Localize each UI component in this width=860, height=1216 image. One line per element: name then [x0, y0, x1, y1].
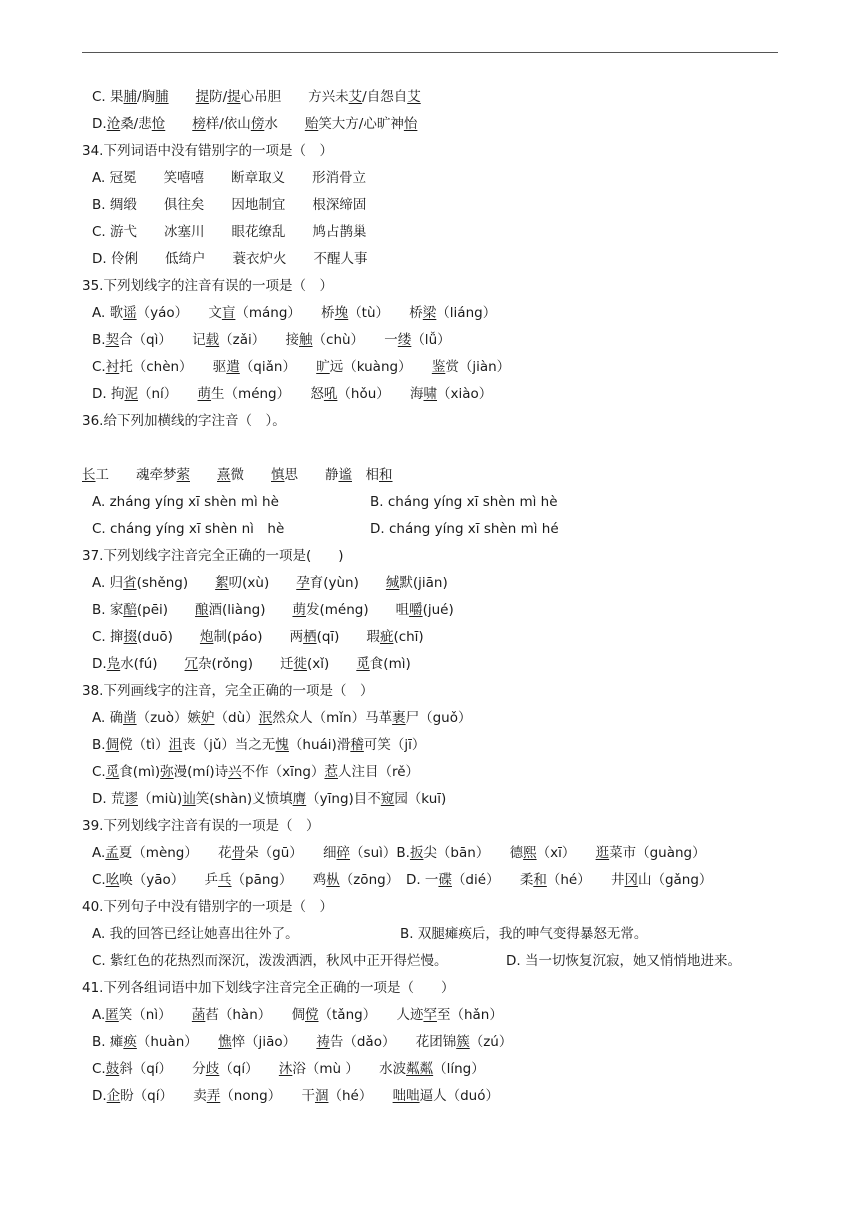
underlined-char: 弄 — [206, 1088, 221, 1104]
option-line — [82, 732, 782, 759]
underlined-char: 怡 — [403, 116, 418, 132]
text-segment: C. — [92, 872, 106, 888]
text-segment: （xiào） — [437, 386, 493, 402]
text-segment: A. 我的回答已经让她喜出往外了。 — [92, 926, 299, 942]
text-segment: 工 魂牵梦 — [95, 467, 177, 483]
option-line — [82, 516, 782, 543]
text-segment: 尸（guǒ） — [405, 710, 472, 726]
text-segment: 相 — [352, 467, 379, 483]
text-segment: （liáng） — [436, 305, 497, 321]
underlined-char: 谧 — [338, 467, 352, 483]
text-segment: 夏（mèng） 花 — [118, 845, 232, 861]
question-line — [82, 273, 782, 300]
option-line — [82, 1029, 782, 1056]
underlined-char: 载 — [205, 332, 220, 348]
underlined-char: 熙 — [523, 845, 537, 861]
text-segment: 叨(xù) — [228, 575, 297, 591]
option-line — [82, 921, 782, 948]
underlined-char: 扳 — [409, 845, 424, 861]
underlined-char: 沮 — [168, 737, 183, 753]
underlined-char: 谬 — [124, 791, 138, 807]
underlined-char: 絮 — [215, 575, 229, 591]
underlined-char: 缄 — [385, 575, 400, 591]
text-segment: /自怨自 — [362, 89, 408, 105]
text-segment: （líng） — [433, 1061, 485, 1077]
option-line — [82, 1083, 782, 1110]
option-line — [82, 327, 782, 354]
text-segment: （dù） — [214, 710, 259, 726]
text-segment: /胸 — [137, 89, 156, 105]
underlined-char: 盲 — [221, 305, 236, 321]
text-segment: （xī） — [536, 845, 596, 861]
option-line — [82, 570, 782, 597]
question-line — [82, 975, 782, 1002]
text-segment: 37.下列划线字注音完全正确的一项是( ) — [82, 548, 344, 564]
option-line — [82, 840, 782, 867]
text-segment: 合（qì） 记 — [119, 332, 206, 348]
text-segment: 生（méng） 怒 — [211, 386, 324, 402]
underlined-char: 愧 — [275, 737, 289, 753]
text-segment: 不作（xīng） — [241, 764, 325, 780]
text-segment: 园（kuī) — [394, 791, 447, 807]
underlined-char: 缕 — [397, 332, 412, 348]
text-segment: 山（gǎng） — [637, 872, 713, 888]
text-segment: 样/依山 — [205, 116, 251, 132]
underlined-char: 凿 — [123, 710, 137, 726]
option-line — [82, 597, 782, 624]
question-line — [82, 408, 782, 435]
underlined-char: 徙 — [293, 656, 308, 672]
option-line — [82, 651, 782, 678]
text-segment: (chī) — [393, 629, 424, 645]
underlined-char: 契 — [105, 332, 120, 348]
underlined-char: 祷 — [316, 1034, 330, 1050]
text-segment: 水(fú) — [120, 656, 185, 672]
option-line — [82, 867, 782, 894]
underlined-char: 堍 — [334, 305, 349, 321]
underlined-char: 酿 — [195, 602, 209, 618]
underlined-char: 熹 — [217, 467, 231, 483]
text-segment: D. 当一切恢复沉寂，她又悄悄地进来。 — [506, 953, 741, 969]
underlined-char: 骨 — [231, 845, 246, 861]
underlined-char: 掇 — [123, 629, 138, 645]
text-segment: (jué) — [422, 602, 454, 618]
text-segment: 远（kuàng） — [329, 359, 432, 375]
text-segment: （nong） 干 — [220, 1088, 315, 1104]
underlined-char: 乓 — [218, 872, 232, 888]
text-segment: 笑（nì） — [118, 1007, 192, 1023]
option-line — [82, 948, 782, 975]
option-line — [82, 1056, 782, 1083]
text-segment: C. — [92, 764, 106, 780]
text-segment: （ní） — [137, 386, 198, 402]
text-segment: A. 歌 — [92, 305, 124, 321]
text-segment: D. 荒 — [92, 791, 125, 807]
underlined-char: 碟 — [438, 872, 452, 888]
underlined-char: 提 — [195, 89, 210, 105]
text-segment: A. 确 — [92, 710, 124, 726]
text-segment: B. — [92, 332, 106, 348]
option-line — [82, 759, 782, 786]
text-segment: 漫(mí)诗 — [173, 764, 229, 780]
text-segment: 托（chèn） 驱 — [119, 359, 227, 375]
text-segment: A. — [92, 1007, 106, 1023]
text-segment: 35.下列划线字的注音有误的一项是（ ） — [82, 278, 333, 294]
text-segment: (duō) — [137, 629, 200, 645]
text-segment: C. 游弋 冰塞川 眼花缭乱 鸠占鹊巢 — [92, 224, 367, 240]
underlined-char: 裹 — [392, 710, 406, 726]
underlined-char: 觅 — [105, 764, 120, 780]
text-segment: 杂(rǒng) 迁 — [198, 656, 294, 672]
underlined-char: 怆 — [151, 116, 166, 132]
text-segment: 默(jiān) — [399, 575, 448, 591]
underlined-char: 咄咄 — [392, 1088, 420, 1104]
text-segment: 40.下列句子中没有错别字的一项是（ ） — [82, 899, 333, 915]
underlined-char: 弥 — [160, 764, 174, 780]
text-segment: B. 瘫 — [92, 1034, 124, 1050]
text-segment: 可笑（jī） — [363, 737, 426, 753]
text-segment: （yáo） 文 — [136, 305, 222, 321]
text-segment: C. 紫红色的花热烈而深沉，泼泼洒洒，秋风中正开得烂慢。 — [92, 953, 448, 969]
text-segment: C. cháng yíng xī shèn nì hè — [92, 521, 285, 537]
underlined-char: 脯 — [123, 89, 138, 105]
text-segment: B. — [92, 737, 106, 753]
underlined-char: 和 — [533, 872, 547, 888]
underlined-char: 泯 — [258, 710, 273, 726]
text-segment: 傥（tì） — [119, 737, 169, 753]
text-segment: （zōng） — [339, 872, 406, 888]
text-segment: （hé） — [328, 1088, 393, 1104]
text-segment: 36.给下列加横线的字注音（ ）。 — [82, 413, 286, 429]
underlined-char: 涸 — [314, 1088, 329, 1104]
text-segment: 桑/悲 — [120, 116, 152, 132]
underlined-char: 栖 — [303, 629, 317, 645]
underlined-char: 逛 — [595, 845, 610, 861]
underlined-char: 歧 — [205, 1061, 220, 1077]
question-line — [82, 678, 782, 705]
text-segment: 告（dǎo） 花团锦 — [329, 1034, 457, 1050]
underlined-char: 萦 — [176, 467, 190, 483]
text-segment: 酒(liàng) — [208, 602, 293, 618]
underlined-char: 长 — [82, 467, 96, 483]
text-segment: 悴（jiāo） — [231, 1034, 317, 1050]
underlined-char: 啸 — [423, 386, 438, 402]
underlined-char: 粼粼 — [406, 1061, 434, 1077]
option-line — [82, 165, 782, 192]
text-segment: 萏（hàn） 倜 — [205, 1007, 305, 1023]
underlined-char: 衬 — [105, 359, 120, 375]
underlined-char: 旷 — [316, 359, 330, 375]
underlined-char: 贻 — [304, 116, 319, 132]
underlined-char: 泥 — [124, 386, 138, 402]
document-body — [82, 84, 782, 1110]
text-segment: 思 静 — [284, 467, 339, 483]
text-segment: （zǎi） 接 — [219, 332, 300, 348]
text-segment: D. cháng yíng xī shèn mì hé — [370, 521, 559, 537]
text-segment: 然众人（mǐn）马革 — [272, 710, 393, 726]
blank-line — [82, 435, 782, 462]
question-line — [82, 138, 782, 165]
option-line — [82, 1002, 782, 1029]
text-segment: B. 双腿瘫痪后，我的呻气变得暴怒无常。 — [400, 926, 648, 942]
text-segment: B. cháng yíng xī shèn mì hè — [370, 494, 558, 510]
underlined-char: 省 — [123, 575, 137, 591]
underlined-char: 孕 — [296, 575, 310, 591]
text-segment: 41.下列各组词语中加下划线字注音完全正确的一项是（ ） — [82, 980, 455, 996]
text-segment: 育(yùn) — [309, 575, 386, 591]
text-segment: 浴（mù ） 水波 — [292, 1061, 407, 1077]
text-segment: （miù) — [137, 791, 183, 807]
option-line — [82, 111, 782, 138]
underlined-char: 膺 — [292, 791, 307, 807]
text-segment: 心吊胆 方兴未 — [240, 89, 349, 105]
text-segment: 笑大方/心旷神 — [318, 116, 404, 132]
text-segment: A. — [92, 845, 106, 861]
underlined-char: 冗 — [184, 656, 199, 672]
underlined-char: 和 — [379, 467, 393, 483]
text-segment: D. — [92, 116, 107, 132]
text-segment: （huái)滑 — [288, 737, 351, 753]
text-segment: 笑(shàn)义愤填 — [195, 791, 293, 807]
question-line — [82, 813, 782, 840]
underlined-char: 提 — [227, 89, 241, 105]
underlined-char: 沧 — [106, 116, 121, 132]
text-segment: （lǚ） — [411, 332, 451, 348]
underlined-char: 冈 — [624, 872, 638, 888]
text-segment: A. zháng yíng xī shèn mì hè — [92, 494, 279, 510]
underlined-char: 倜 — [105, 737, 120, 753]
text-segment: A. 冠冕 笑嘻嘻 断章取义 形消骨立 — [92, 170, 367, 186]
underlined-char: 萌 — [292, 602, 306, 618]
text-segment: C. — [92, 359, 106, 375]
underlined-char: 罕 — [423, 1007, 437, 1023]
text-segment: C. 撺 — [92, 629, 124, 645]
text-segment: D. — [92, 656, 107, 672]
text-segment: 食(mì) — [369, 656, 411, 672]
text-segment: （tǎng） 人迹 — [318, 1007, 424, 1023]
text-segment: （hǒu） 海 — [337, 386, 424, 402]
text-segment: （zú） — [469, 1034, 513, 1050]
text-segment: 唤（yāo） 乒 — [119, 872, 218, 888]
underlined-char: 讪 — [182, 791, 196, 807]
text-segment: 38.下列画线字的注音，完全正确的一项是（ ） — [82, 683, 374, 699]
underlined-char: 嚼 — [409, 602, 423, 618]
option-line — [82, 192, 782, 219]
option-line — [82, 84, 782, 111]
option-line — [82, 624, 782, 651]
underlined-char: 企 — [106, 1088, 121, 1104]
text-segment: 盼（qí） 卖 — [120, 1088, 207, 1104]
text-segment: （yīng)目不 — [306, 791, 381, 807]
text-segment: （hé） 井 — [546, 872, 625, 888]
text-segment: D. 一 — [405, 872, 439, 888]
underlined-char: 艾 — [407, 89, 421, 105]
underlined-char: 枞 — [326, 872, 340, 888]
text-segment: （dié） 柔 — [451, 872, 534, 888]
underlined-char: 吆 — [105, 872, 120, 888]
underlined-char: 鉴 — [431, 359, 446, 375]
text-segment: 39.下列划线字注音有误的一项是（ ） — [82, 818, 320, 834]
text-segment: 微 — [230, 467, 271, 483]
text-segment: D. 伶俐 低绮户 蓑衣炉火 不醒人事 — [92, 251, 368, 267]
text-segment: 水 — [264, 116, 305, 132]
text-segment: 至（hǎn） — [436, 1007, 503, 1023]
text-segment: B. 绸缎 俱往矣 因地制宜 根深缔固 — [92, 197, 367, 213]
underlined-char: 窥 — [380, 791, 395, 807]
underlined-char: 碎 — [336, 845, 351, 861]
underlined-char: 凫 — [106, 656, 121, 672]
text-segment: （chù） 一 — [312, 332, 398, 348]
text-segment: 赏（jiàn） — [445, 359, 511, 375]
text-segment: 朵（gū） 细 — [245, 845, 337, 861]
text-segment: 逼人（duó） — [419, 1088, 499, 1104]
text-segment — [165, 111, 192, 138]
text-segment: D. 拘 — [92, 386, 125, 402]
text-segment: 尖（bān） 德 — [423, 845, 524, 861]
underlined-char: 痪 — [123, 1034, 137, 1050]
text-segment: 34.下列词语中没有错别字的一项是（ ） — [82, 143, 333, 159]
text-segment: 斜（qí） 分 — [119, 1061, 206, 1077]
text-segment: 食(mì) — [119, 764, 161, 780]
option-line — [82, 354, 782, 381]
underlined-char: 谣 — [123, 305, 137, 321]
text-segment: （tù） 桥 — [348, 305, 423, 321]
text-segment: D. — [92, 1088, 107, 1104]
text-segment: （máng） 桥 — [235, 305, 335, 321]
option-line — [82, 219, 782, 246]
underlined-char: 炮 — [199, 629, 214, 645]
underlined-char: 傍 — [250, 116, 265, 132]
text-segment: (pēi) — [136, 602, 196, 618]
text-segment: 丧（jǔ）当之无 — [182, 737, 276, 753]
text-segment: （pāng） 鸡 — [231, 872, 327, 888]
text-segment — [190, 462, 217, 489]
text-segment: C. — [92, 1061, 106, 1077]
underlined-char: 簇 — [456, 1034, 470, 1050]
question-line — [82, 894, 782, 921]
text-segment: （zuò）嫉 — [136, 710, 201, 726]
text-segment: (shěng) — [136, 575, 216, 591]
text-segment: B. 家 — [92, 602, 124, 618]
text-segment: (qī) 瑕 — [316, 629, 380, 645]
text-segment — [169, 84, 196, 111]
underlined-char: 触 — [299, 332, 313, 348]
underlined-char: 萌 — [197, 386, 212, 402]
underlined-char: 吼 — [323, 386, 338, 402]
underlined-char: 稽 — [350, 737, 364, 753]
text-segment: 发(méng) 咀 — [305, 602, 410, 618]
text-segment: 菜市（guàng） — [609, 845, 706, 861]
option-line — [82, 786, 782, 813]
underlined-char: 孟 — [105, 845, 119, 861]
text-segment: 防/ — [209, 89, 228, 105]
text-segment: C. 果 — [92, 89, 124, 105]
option-line — [82, 381, 782, 408]
option-line — [82, 300, 782, 327]
underlined-char: 疵 — [379, 629, 394, 645]
underlined-char: 兴 — [228, 764, 242, 780]
underlined-char: 榜 — [192, 116, 206, 132]
underlined-char: 憔 — [218, 1034, 232, 1050]
option-line — [82, 705, 782, 732]
question-line — [82, 462, 782, 489]
underlined-char: 醅 — [123, 602, 137, 618]
underlined-char: 妒 — [201, 710, 215, 726]
underlined-char: 菡 — [191, 1007, 206, 1023]
underlined-char: 匿 — [105, 1007, 119, 1023]
underlined-char: 遣 — [226, 359, 240, 375]
text-segment: 人注目（rě） — [337, 764, 420, 780]
underlined-char: 觅 — [356, 656, 370, 672]
underlined-char: 鼓 — [105, 1061, 120, 1077]
text-segment: （huàn） — [136, 1034, 219, 1050]
header-rule — [82, 52, 778, 53]
underlined-char: 梁 — [422, 305, 437, 321]
underlined-char: 沐 — [278, 1061, 293, 1077]
text-segment: （qí） — [219, 1061, 279, 1077]
text-segment: (xǐ) — [307, 656, 357, 672]
text-segment: A. 归 — [92, 575, 124, 591]
text-segment: （qiǎn） — [239, 359, 317, 375]
text-segment: 制(páo) 两 — [213, 629, 304, 645]
underlined-char: 傥 — [305, 1007, 319, 1023]
underlined-char: 艾 — [348, 89, 363, 105]
option-line — [82, 246, 782, 273]
underlined-char: 脯 — [155, 89, 169, 105]
underlined-char: 惹 — [324, 764, 338, 780]
option-line — [82, 489, 782, 516]
text-segment: B. — [396, 845, 410, 861]
text-segment: （suì） — [350, 845, 397, 861]
underlined-char: 慎 — [271, 467, 285, 483]
question-line — [82, 543, 782, 570]
